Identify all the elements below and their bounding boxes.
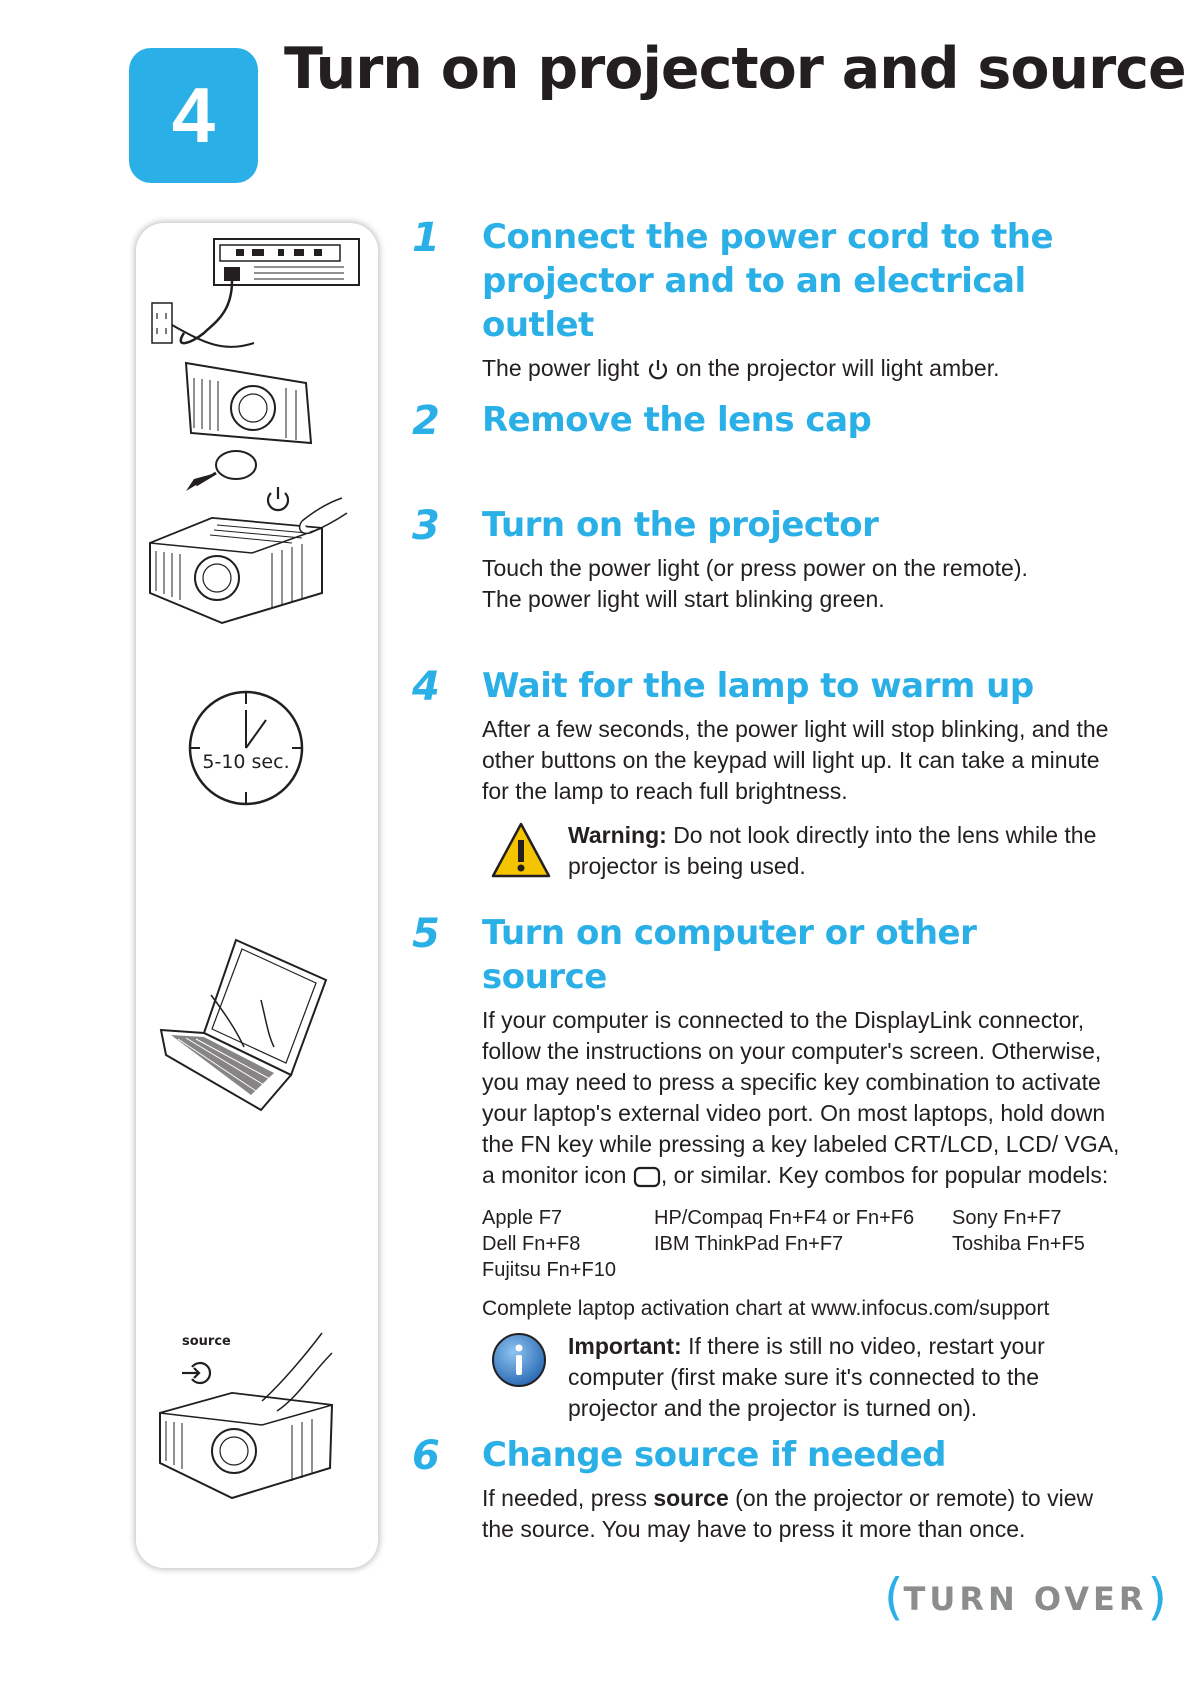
step-body-text: , or similar. Key combos for popular models: — [660, 1162, 1109, 1188]
important-note — [490, 1331, 1110, 1424]
key-combo: Fujitsu Fn+F10 — [482, 1259, 616, 1281]
key-combo: Sony Fn+F7 — [952, 1207, 1062, 1229]
step-number: 6 — [412, 1433, 440, 1479]
step-body — [482, 353, 1122, 384]
step-number: 5 — [412, 911, 440, 957]
step-heading: Change source if needed — [482, 1435, 947, 1475]
step-1 — [412, 215, 1112, 384]
step-body — [482, 1483, 1122, 1545]
step-body: Touch the power light (or press power on the remote). The power light will start blinking green. — [482, 555, 1028, 612]
timer-illustration — [186, 688, 308, 810]
monitor-icon — [633, 1165, 661, 1189]
source-icon — [182, 1363, 210, 1383]
power-on-illustration — [142, 483, 372, 663]
key-combo: Toshiba Fn+F5 — [952, 1233, 1085, 1255]
step-body — [482, 1005, 1122, 1191]
important-text — [568, 1331, 1110, 1424]
paren-left: ( — [884, 1568, 904, 1626]
step-body: After a few seconds, the power light will stop blinking, and the other buttons on the keypad will light up. It can take a minute for the lamp to reach full brightness. — [482, 716, 1109, 804]
step-number: 1 — [412, 215, 440, 261]
laptop-illustration — [156, 935, 366, 1115]
power-icon — [268, 487, 288, 510]
step-number-badge: 4 — [129, 48, 258, 183]
step-heading: Turn on computer or other source — [482, 913, 977, 997]
step-body-text: on the projector will light amber. — [676, 355, 1000, 381]
step-heading: Connect the power cord to the projector and to an electrical outlet — [482, 217, 1054, 345]
step-number: 4 — [412, 664, 440, 710]
power-cord-illustration — [144, 233, 370, 368]
warning-body: Do not look directly into the lens while the projector is being used. — [568, 822, 1097, 879]
warning-text — [568, 820, 1110, 882]
key-combo: Apple F7 — [482, 1207, 563, 1229]
timer-label: 5-10 sec. — [202, 751, 290, 773]
key-combo: HP/Compaq Fn+F4 or Fn+F6 — [654, 1207, 915, 1229]
turn-over-label: TURN OVER — [903, 1580, 1148, 1618]
step-4 — [412, 664, 1112, 807]
source-keyword: source — [653, 1485, 729, 1511]
step-number: 3 — [412, 503, 440, 549]
warning-label: Warning: — [568, 822, 667, 848]
illustration-panel — [136, 223, 378, 1568]
important-label: Important: — [568, 1333, 682, 1359]
step-5 — [412, 911, 1120, 1323]
step-number: 2 — [412, 398, 440, 444]
step-3 — [412, 503, 1112, 615]
key-combo: Dell Fn+F8 — [482, 1233, 581, 1255]
source-label: source — [182, 1334, 231, 1349]
step-heading: Remove the lens cap — [482, 400, 872, 440]
info-icon — [490, 1331, 548, 1389]
step-heading: Wait for the lamp to warm up — [482, 666, 1034, 706]
page-title: Turn on projector and source — [284, 36, 1186, 102]
source-illustration — [142, 1323, 372, 1523]
turn-over-link[interactable] — [884, 1568, 1167, 1626]
important-body: If there is still no video, restart your computer (first make sure it's connected to the projector and the projector is turned on). — [568, 1333, 1045, 1421]
step-body-text: (on the projector or remote) to view the source. You may have to press it more than once. — [482, 1485, 1094, 1542]
power-icon — [646, 358, 670, 382]
step-heading: Turn on the projector — [482, 505, 879, 545]
lens-cap-illustration — [156, 353, 356, 493]
support-link-text: Complete laptop activation chart at www.infocus.com/support — [482, 1297, 1050, 1320]
warning-icon — [490, 820, 552, 882]
step-2 — [412, 398, 1112, 442]
warning-note — [490, 820, 1110, 882]
key-combo: IBM ThinkPad Fn+F7 — [654, 1233, 844, 1255]
step-body-text: If needed, press — [482, 1485, 647, 1511]
step-6 — [412, 1433, 1112, 1545]
paren-right: ) — [1147, 1568, 1168, 1626]
step-body-text: If your computer is connected to the DisplayLink connector, follow the instructions on your computer's screen. Otherwise, you may need to press a specific key combination to activate your laptop's external video port. On most laptops, hold down the FN key while pressing a key labeled CRT/LCD, LCD/ VGA, a monitor icon — [482, 1007, 1120, 1188]
key-combos — [482, 1205, 1122, 1285]
step-body-text: The power light — [482, 355, 640, 381]
